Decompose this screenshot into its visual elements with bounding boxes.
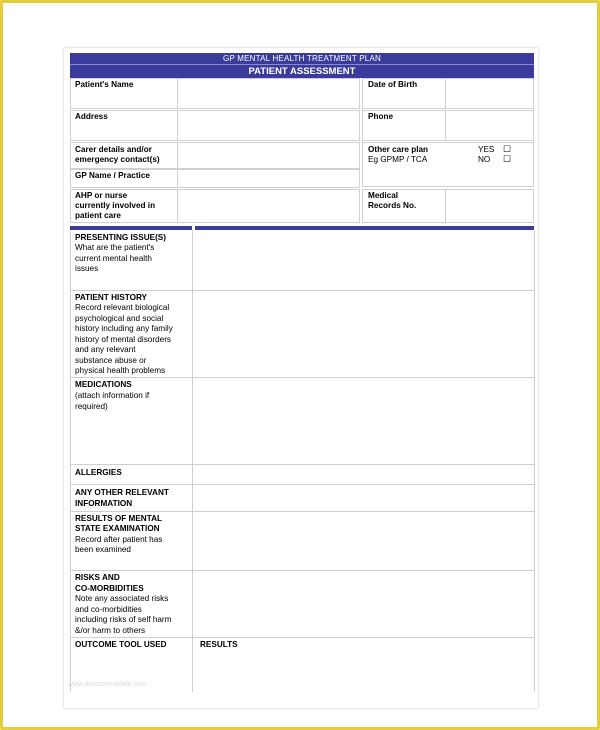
patient-history-title: PATIENT HISTORY <box>75 293 148 302</box>
address-label: Address <box>75 112 108 121</box>
risks-desc-2: and co-morbidities <box>75 605 142 614</box>
gpmp-label: Eg GPMP / TCA <box>368 155 428 164</box>
row-divider <box>70 637 535 638</box>
presenting-issues-desc-1: What are the patient's <box>75 243 155 252</box>
dob-field[interactable] <box>445 78 534 109</box>
results-label: RESULTS <box>200 640 238 649</box>
mental-state-exam-desc-2: been examined <box>75 545 131 554</box>
risks-field[interactable] <box>193 571 534 637</box>
form-subtitle: PATIENT ASSESSMENT <box>70 64 534 78</box>
yes-label: YES <box>478 145 495 154</box>
dob-label: Date of Birth <box>368 80 418 89</box>
phone-field[interactable] <box>445 110 534 141</box>
no-label: NO <box>478 155 491 164</box>
medical-records-label-2: Records No. <box>368 201 417 210</box>
risks-desc-3: including risks of self harm <box>75 615 172 624</box>
medications-title: MEDICATIONS <box>75 380 132 389</box>
patient-history-desc-6: substance abuse or <box>75 356 147 365</box>
mental-state-exam-desc-1: Record after patient has <box>75 535 163 544</box>
mental-state-exam-field[interactable] <box>193 512 534 570</box>
other-info-title-1: ANY OTHER RELEVANT <box>75 488 169 497</box>
risks-title-2: CO-MORBIDITIES <box>75 584 144 593</box>
gp-name-label: GP Name / Practice <box>75 171 150 180</box>
presenting-issues-desc-3: issues <box>75 264 99 273</box>
watermark: www.dreamtemplate.com <box>68 681 147 688</box>
patient-name-field[interactable] <box>177 78 360 109</box>
carer-field[interactable] <box>177 142 360 169</box>
grid-left-border <box>70 230 71 692</box>
other-care-plan-label: Other care plan <box>368 145 429 154</box>
mental-state-exam-title-2: STATE EXAMINATION <box>75 524 160 533</box>
medical-records-field[interactable] <box>445 189 534 223</box>
ahp-label-3: patient care <box>75 211 121 220</box>
medications-desc-2: required) <box>75 402 108 411</box>
other-info-field[interactable] <box>193 485 534 511</box>
medications-field[interactable] <box>193 378 534 464</box>
patient-history-desc-3: history including any family <box>75 324 173 333</box>
presenting-issues-desc-2: current mental health <box>75 254 152 263</box>
allergies-field[interactable] <box>193 465 534 484</box>
risks-title-1: RISKS AND <box>75 573 120 582</box>
medications-desc-1: (attach information if <box>75 391 150 400</box>
patient-name-label: Patient's Name <box>75 80 134 89</box>
form-title: GP MENTAL HEALTH TREATMENT PLAN <box>70 53 534 64</box>
ahp-field[interactable] <box>177 189 360 223</box>
risks-desc-1: Note any associated risks <box>75 594 169 603</box>
patient-history-desc-5: and any relevant <box>75 345 136 354</box>
mental-state-exam-title-1: RESULTS OF MENTAL <box>75 514 163 523</box>
ahp-label-1: AHP or nurse <box>75 191 128 200</box>
gp-name-field[interactable] <box>177 169 360 188</box>
section-divider-right <box>195 226 534 230</box>
patient-history-desc-2: psychological and social <box>75 314 164 323</box>
grid-right-border <box>534 230 535 692</box>
yes-checkbox[interactable]: ☐ <box>503 144 512 154</box>
carer-label-1: Carer details and/or <box>75 145 152 154</box>
patient-history-desc-4: history of mental disorders <box>75 335 172 344</box>
patient-history-field[interactable] <box>193 291 534 377</box>
presenting-issues-title: PRESENTING ISSUE(S) <box>75 233 166 242</box>
medical-records-label-1: Medical <box>368 191 399 200</box>
carer-label-2: emergency contact(s) <box>75 155 160 164</box>
no-checkbox[interactable]: ☐ <box>503 154 512 164</box>
results-field[interactable] <box>193 652 534 692</box>
address-field[interactable] <box>177 110 360 141</box>
risks-desc-4: &/or harm to others <box>75 626 146 635</box>
patient-history-desc-7: physical health problems <box>75 366 166 375</box>
ahp-label-2: currently involved in <box>75 201 156 210</box>
patient-history-desc-1: Record relevant biological <box>75 303 170 312</box>
other-info-title-2: INFORMATION <box>75 499 133 508</box>
phone-label: Phone <box>368 112 394 121</box>
allergies-title: ALLERGIES <box>75 468 122 477</box>
outcome-tool-label: OUTCOME TOOL USED <box>75 640 167 649</box>
section-divider-left <box>70 226 192 230</box>
presenting-issues-field[interactable] <box>193 231 534 290</box>
